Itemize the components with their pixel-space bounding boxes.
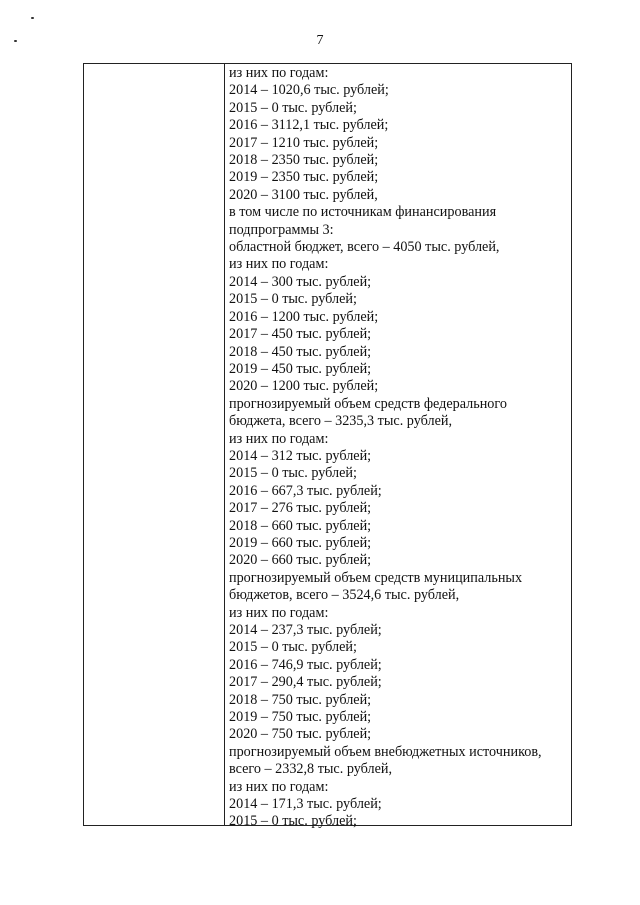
text-line: 2014 – 300 тыс. рублей; [229, 273, 372, 290]
text-line: 2019 – 660 тыс. рублей; [229, 534, 372, 551]
text-line: 2020 – 1200 тыс. рублей; [229, 378, 379, 395]
text-line: 2017 – 276 тыс. рублей; [229, 500, 372, 517]
text-line: 2015 – 0 тыс. рублей; [229, 813, 357, 830]
text-line: бюджетов, всего – 3524,6 тыс. рублей, [229, 587, 460, 604]
text-line: прогнозируемый объем средств федерального [229, 395, 507, 412]
text-line: прогнозируемый объем средств муниципальных [229, 569, 523, 586]
text-line: 2020 – 3100 тыс. рублей, [229, 186, 378, 203]
text-line: 2017 – 1210 тыс. рублей; [229, 134, 379, 151]
text-line: 2018 – 750 тыс. рублей; [229, 691, 372, 708]
text-line: 2018 – 660 тыс. рублей; [229, 517, 372, 534]
text-line: в том числе по источникам финансирования [229, 204, 497, 221]
text-line: 2014 – 171,3 тыс. рублей; [229, 796, 382, 813]
text-line: 2019 – 2350 тыс. рублей; [229, 169, 379, 186]
text-line: 2017 – 450 тыс. рублей; [229, 326, 372, 343]
scan-speck [31, 17, 34, 19]
text-line: из них по годам: [229, 604, 329, 621]
text-line: 2020 – 660 тыс. рублей; [229, 552, 372, 569]
text-line: 2017 – 290,4 тыс. рублей; [229, 674, 382, 691]
text-line: 2016 – 1200 тыс. рублей; [229, 308, 379, 325]
text-line: прогнозируемый объем внебюджетных источников, [229, 743, 542, 760]
text-line: всего – 2332,8 тыс. рублей, [229, 761, 393, 778]
text-line: из них по годам: [229, 65, 329, 81]
text-line: 2019 – 750 тыс. рублей; [229, 709, 372, 726]
table-right-cell [225, 64, 571, 830]
text-line: из них по годам: [229, 256, 329, 273]
text-line: 2014 – 312 тыс. рублей; [229, 447, 372, 464]
text-line: из них по годам: [229, 430, 329, 447]
text-line: 2015 – 0 тыс. рублей; [229, 639, 357, 656]
text-line: подпрограммы 3: [229, 221, 334, 238]
text-line: 2015 – 0 тыс. рублей; [229, 99, 357, 116]
text-line: 2018 – 2350 тыс. рублей; [229, 152, 379, 169]
text-line: 2014 – 1020,6 тыс. рублей; [229, 82, 389, 99]
text-line: 2018 – 450 тыс. рублей; [229, 343, 372, 360]
text-line: 2015 – 0 тыс. рублей; [229, 291, 357, 308]
page-number: 7 [316, 33, 324, 48]
funding-table [83, 63, 572, 830]
text-line: 2016 – 3112,1 тыс. рублей; [229, 117, 389, 134]
text-line: из них по годам: [229, 778, 329, 795]
text-line: 2019 – 450 тыс. рублей; [229, 360, 372, 377]
text-line: 2014 – 237,3 тыс. рублей; [229, 622, 382, 638]
text-line: 2015 – 0 тыс. рублей; [229, 465, 357, 482]
text-line: областной бюджет, всего – 4050 тыс. рублей, [229, 239, 500, 256]
text-line: 2016 – 667,3 тыс. рублей; [229, 482, 382, 499]
text-line: 2020 – 750 тыс. рублей; [229, 726, 372, 743]
text-line: бюджета, всего – 3235,3 тыс. рублей, [229, 413, 453, 430]
table-left-cell [84, 64, 225, 825]
text-line: 2016 – 746,9 тыс. рублей; [229, 656, 382, 673]
